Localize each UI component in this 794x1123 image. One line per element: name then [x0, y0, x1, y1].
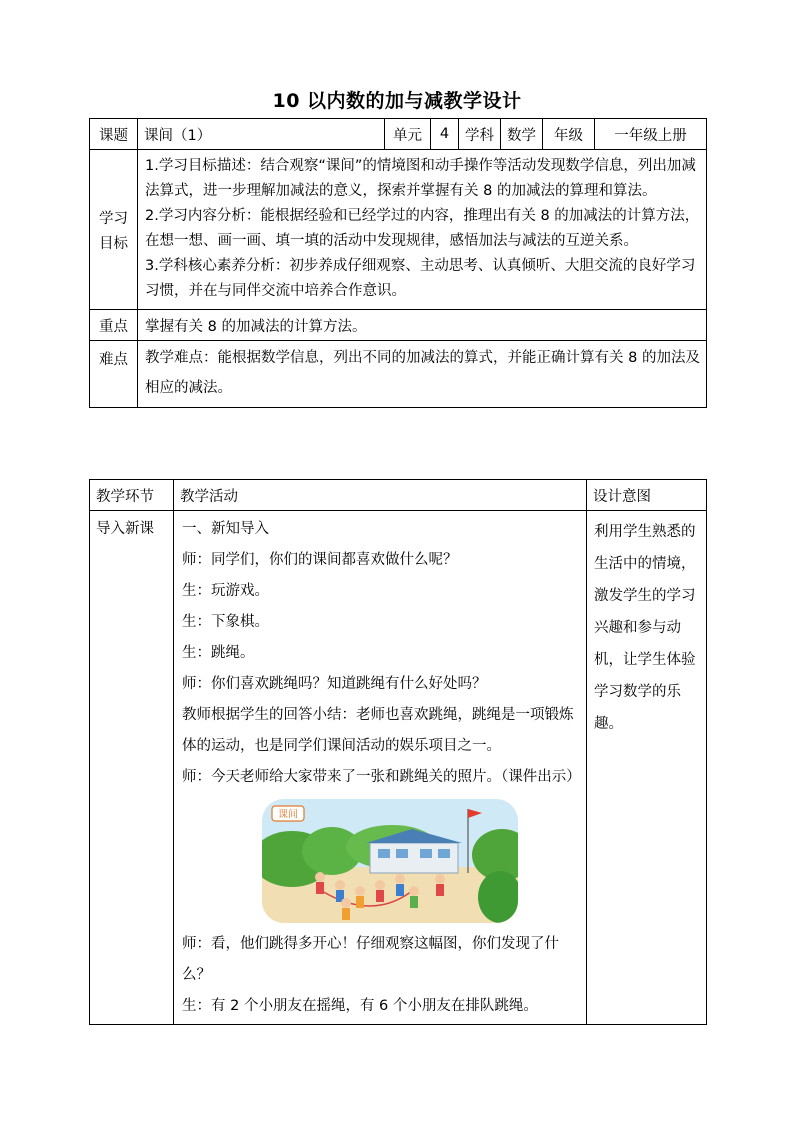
unit-label: 单元	[385, 119, 431, 150]
activity-line-4: 生：下象棋。	[182, 614, 269, 630]
info-row-key	[90, 310, 707, 341]
window-3	[420, 849, 432, 858]
goals-label	[90, 150, 138, 310]
info-row-goals	[90, 150, 707, 310]
activity-line-6: 师：你们喜欢跳绳吗？知道跳绳有什么好处吗？	[182, 676, 487, 692]
stage-cell	[90, 511, 174, 1025]
child-5	[395, 874, 405, 884]
intent-text: 利用学生熟悉的生活中的情境，激发学生的学习兴趣和参与动机，让学生体验学习数学的乐趣。	[594, 524, 696, 732]
page-title: 10 以内数的加与减教学设计	[272, 90, 522, 112]
child-8	[435, 874, 445, 884]
activity-line-3: 生：玩游戏。	[182, 583, 269, 599]
key-label: 重点	[90, 310, 138, 341]
teaching-plan-table	[89, 479, 707, 1025]
activity-line-9: 师：看，他们跳得多开心！仔细观察这幅图，你们发现了什么？	[182, 936, 559, 983]
info-row-topic	[90, 119, 707, 150]
grade-value: 一年级上册	[595, 119, 707, 150]
child-6	[409, 886, 419, 896]
stage-name: 导入新课	[96, 521, 154, 537]
child-3	[355, 886, 365, 896]
plan-header-row	[90, 480, 707, 511]
child-7	[341, 898, 351, 908]
difficulty-label: 难点	[90, 341, 138, 408]
recess-illustration	[262, 799, 518, 923]
lesson-info-table	[89, 118, 707, 408]
goals-label-line-1: 学习	[99, 210, 128, 227]
unit-value: 4	[431, 119, 459, 150]
activity-line-5: 生：跳绳。	[182, 645, 255, 661]
topic-label: 课题	[90, 119, 138, 150]
goals-content	[138, 150, 707, 310]
activity-line-1: 一、新知导入	[182, 521, 269, 537]
child-2	[335, 880, 345, 890]
window-4	[438, 849, 450, 858]
child-4	[375, 880, 385, 890]
subject-label: 学科	[459, 119, 501, 150]
child-1	[315, 872, 325, 882]
illustration-badge-text: 课间	[278, 809, 298, 821]
topic-value: 课间（1）	[138, 119, 385, 150]
goal-item-2: 2.学习内容分析：能根据经验和已经学过的内容，推理出有关 8 的加减法的计算方法，在想一想、画一画、填一填的活动中发现规律，感悟加法与减法的互逆关系。	[145, 208, 700, 249]
goal-item-3: 3.学科核心素养分析：初步养成仔细观察、主动思考、认真倾听、大胆交流的良好学习习惯，并在与同伴交流中培养合作意识。	[145, 258, 696, 299]
subject-value: 数学	[501, 119, 543, 150]
intent-cell	[587, 511, 707, 1025]
header-stage: 教学环节	[90, 480, 174, 511]
grade-label: 年级	[543, 119, 595, 150]
window-2	[396, 849, 408, 858]
plan-row-intro	[90, 511, 707, 1025]
key-value: 掌握有关 8 的加减法的计算方法。	[138, 310, 707, 341]
goals-label-line-2: 目标	[99, 235, 128, 252]
info-row-difficulty	[90, 341, 707, 408]
window-1	[378, 849, 390, 858]
activity-cell	[174, 511, 587, 1025]
goal-item-1: 1.学习目标描述：结合观察“课间”的情境图和动手操作等活动发现数学信息，列出加减法算式，进一步理解加减法的意义，探索并掌握有关 8 的加减法的算理和算法。	[145, 158, 696, 199]
activity-line-10: 生：有 2 个小朋友在摇绳，有 6 个小朋友在排队跳绳。	[182, 998, 538, 1014]
activity-line-2: 师：同学们，你们的课间都喜欢做什么呢？	[182, 552, 458, 568]
difficulty-value: 教学难点：能根据数学信息，列出不同的加减法的算式，并能正确计算有关 8 的加法及相应的减法。	[138, 341, 707, 408]
activity-line-7: 教师根据学生的回答小结：老师也喜欢跳绳，跳绳是一项锻炼体的运动，也是同学们课间活动的娱乐项目之一。	[182, 707, 574, 754]
header-intent: 设计意图	[587, 480, 707, 511]
header-activity: 教学活动	[174, 480, 587, 511]
activity-line-8: 师：今天老师给大家带来了一张和跳绳关的照片。（课件出示）	[182, 769, 581, 785]
